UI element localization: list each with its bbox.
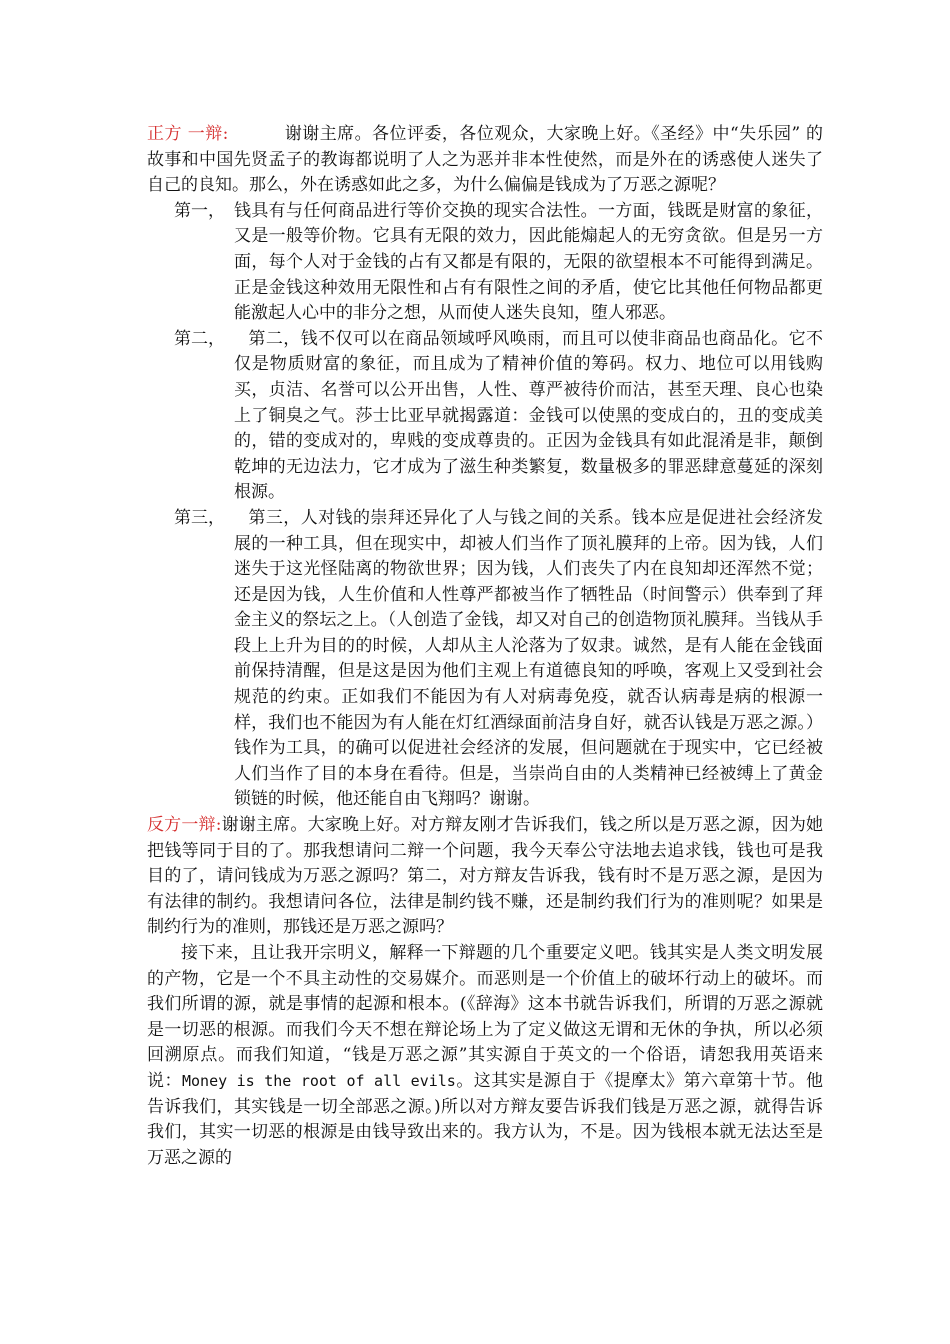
point-3-text: 第三，人对钱的崇拜还异化了人与钱之间的关系。钱本应是促进社会经济发展的一种工具，但在现实中，却被人们当作了顶礼膜拜的上帝。因为钱，人们迷失于这光怪陆离的物欲世界；因为钱，人们丧失了内在良知却还浑然不觉；还是因为钱，人生价值和人性尊严都被当作了牺牲品（时间警示）供奉到了拜金主义的祭坛之上。（人创造了金钱，却又对自己的创造物顶礼膜拜。当钱从手段上上升为目的的时候，人却从主人沦落为了奴隶。诚然，是有人能在金钱面前保持清醒，但是这是因为他们主观上有道德良知的呼唤，客观上又受到社会规范的约束。正如我们不能因为有人对病毒免疫，就否认病毒是病的根源一样，我们也不能因为有人能在灯红酒绿面前洁身自好，就否认钱是万恶之源。）钱作为工具，的确可以促进社会经济的发展，但问题就在于现实中，它已经被人们当作了目的本身在看待。但是，当崇尚自由的人类精神已经被缚上了黄金锁链的时候，他还能自由飞翔吗？谢谢。 [234,507,823,810]
point-1-label: 第一， [174,200,225,221]
pro-first-intro-text: 谢谢主席。各位评委，各位观众，大家晚上好。《圣经》中“失乐园” 的故事和中国先贤孟子的教诲都说明了人之为恶并非本性使然，而是外在的诱惑使人迷失了自己的良知。那么，外在诱惑如此之多，为什么偏偏是钱成为了万恶之源呢？ [147,124,823,196]
english-quote: Money is the root of all evils [181,1071,456,1090]
debate-transcript-page [147,122,823,1171]
point-2-text: 第二，钱不仅可以在商品领域呼风唤雨，而且可以使非商品也商品化。它不仅是物质财富的象征，而且成为了精神价值的筹码。权力、地位可以用钱购买，贞洁、名誉可以公开出售，人性、尊严被待价而沽，甚至天理、良心也染上了铜臭之气。莎士比亚早就揭露道：金钱可以使黑的变成白的，丑的变成美的，错的变成对的，卑贱的变成尊贵的。正因为金钱具有如此混淆是非，颠倒乾坤的无边法力，它才成为了滋生种类繁复，数量极多的罪恶肆意蔓延的深刻根源。 [234,328,823,503]
con-first-speaker-label: 反方一辩: [147,815,222,836]
con-first-opening [147,813,823,941]
con-first-para-2-after: 。这其实是源自于《提摩太》第六章第十节。他告诉我们，其实钱是一切全部恶之源。)所以对方辩友要告诉我们钱是万恶之源，就得告诉我们，其实一切恶的根源是由钱导致出来的。我方认为，不是。因为钱根本就无法达至是万恶之源的 [147,1070,824,1168]
pro-first-point-2 [147,327,823,506]
point-1-text: 钱具有与任何商品进行等价交换的现实合法性。一方面，钱既是财富的象征，又是一般等价物。它具有无限的效力，因此能煽起人的无穷贪欲。但是另一方面，每个人对于金钱的占有又都是有限的，无限的欲望根本不可能得到满足。正是金钱这种效用无限性和占有有限性之间的矛盾，使它比其他任何物品都更能激起人心中的非分之想，从而使人迷失良知，堕人邪恶。 [234,200,823,324]
pro-first-speaker-label: 正方 一辩: [147,124,229,144]
pro-first-opening [147,122,823,199]
con-first-para-2-before: 接下来，且让我开宗明义，解释一下辩题的几个重要定义吧。钱其实是人类文明发展的产物，它是一个不具主动性的交易媒介。而恶则是一个价值上的破坏行动上的破坏。而我们所谓的源，就是事情的起源和根本。(《辞海》这本书就告诉我们，所谓的万恶之源就是一切恶的根源。而我们今天不想在辩论场上为了定义做这无谓和无休的争执，所以必须回溯原点。而我们知道，“钱是万恶之源”其实源自于英文的一个俗语，请恕我用英语来说： [147,943,823,1091]
pro-first-point-1 [147,199,823,327]
point-3-label: 第三， [174,507,225,528]
con-first-para-1-text: 谢谢主席。大家晚上好。对方辩友刚才告诉我们，钱之所以是万恶之源，因为她把钱等同于目的了。那我想请问二辩一个问题，我今天奉公守法地去追求钱，钱也可是我目的了，请问钱成为万恶之源吗？第二，对方辩友告诉我，钱有时不是万恶之源，是因为有法律的制约。我想请问各位，法律是制约钱不赚，还是制约我们行为的准则呢？如果是制约行为的准则，那钱还是万恶之源吗？ [147,815,824,938]
con-first-definitions [147,941,823,1171]
pro-first-point-3 [147,506,823,813]
point-2-label: 第二， [174,328,225,349]
